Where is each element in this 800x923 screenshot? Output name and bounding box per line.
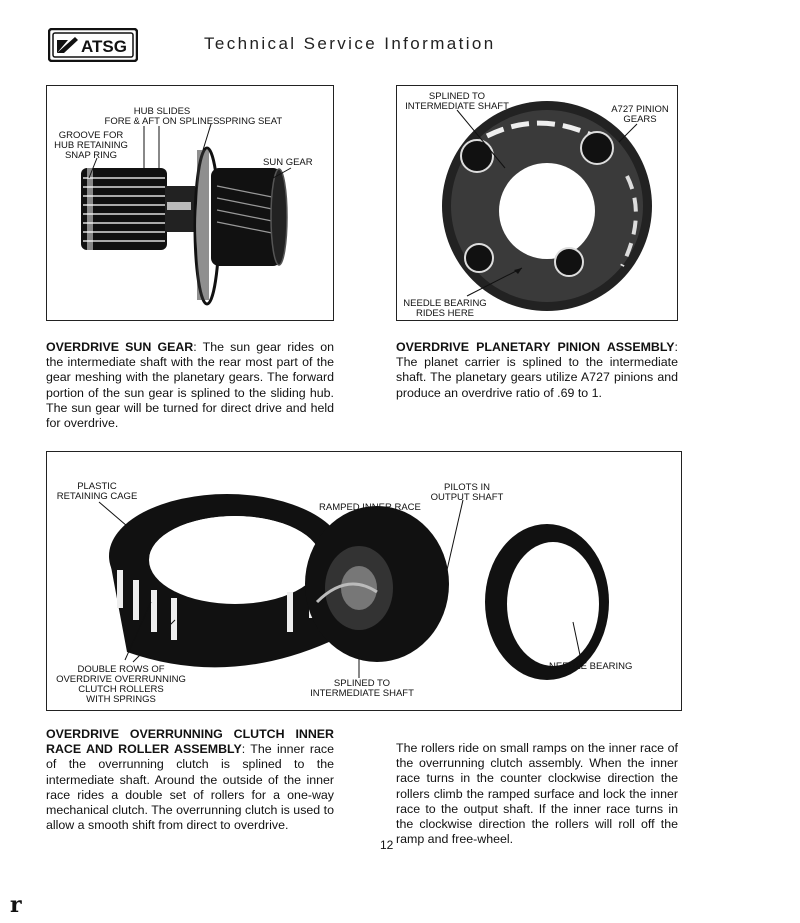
header-title: Technical Service Information — [204, 34, 496, 53]
label-hub-slides: HUB SLIDES FORE & AFT ON SPLINES — [104, 106, 220, 127]
label-ramped-race: RAMPED INNER RACE — [319, 502, 421, 513]
label-needle-bearing-rides: NEEDLE BEARING RIDES HERE — [403, 298, 487, 319]
label-splined-to-shaft: SPLINED TO INTERMEDIATE SHAFT — [405, 91, 509, 112]
page-number: 12 — [380, 838, 394, 852]
atsg-logo — [48, 28, 138, 62]
body-pinion: : The planet carrier is splined to the intermediate shaft. The planetary gears utilize A727 pinions and produce an overdrive ratio of .69 to 1. — [396, 340, 678, 400]
figure-clutch-assembly — [46, 451, 682, 711]
label-plastic-cage: PLASTIC RETAINING CAGE — [56, 481, 138, 502]
body-clutch: : The inner race of the overrunning clutch is splined to the intermediate shaft. Around the outside of the inner race rides a double set of rollers for a one-way mechanical clutch. The overrunning clutch is used to allow a smooth shift from direct to overdrive. — [46, 742, 334, 833]
section-rollers — [396, 741, 678, 847]
heading-sun-gear: OVERDRIVE SUN GEAR — [46, 340, 194, 354]
label-double-rows: DOUBLE ROWS OF OVERDRIVE OVERRUNNING CLUTCH ROLLERS WITH SPRINGS — [56, 664, 186, 705]
section-clutch — [46, 727, 334, 833]
label-groove: GROOVE FOR HUB RETAINING SNAP RING — [54, 130, 128, 161]
figure-sun-gear — [46, 85, 334, 321]
body-rollers: The rollers ride on small ramps on the inner race of the overrunning clutch assembly. When the inner race turns in the counter clockwise direction the rollers climb the ramped surface and lock the inner race to the output shaft. If the inner race turns in the clockwise direction the rollers will roll off the ramp and free-wheel. — [396, 741, 678, 847]
heading-clutch: OVERDRIVE OVERRUNNING CLUTCH INNER RACE AND ROLLER ASSEMBLY — [46, 727, 334, 757]
label-a727-pinion-gears: A727 PINION GEARS — [611, 104, 669, 125]
section-sun-gear — [46, 340, 334, 431]
label-needle-bearing: NEEDLE BEARING — [549, 661, 633, 672]
label-splined-shaft: SPLINED TO INTERMEDIATE SHAFT — [310, 678, 414, 699]
label-spring-seat: SPRING SEAT — [219, 116, 283, 127]
section-pinion — [396, 340, 678, 401]
svg-text:ATSG: ATSG — [81, 37, 127, 56]
heading-pinion: OVERDRIVE PLANETARY PINION ASSEMBLY — [396, 340, 675, 354]
label-sun-gear: SUN GEAR — [263, 157, 313, 168]
body-sun-gear: : The sun gear rides on the intermediate shaft with the rear most part of the gear meshing with the planetary gears. The forward portion of the sun gear is splined to the sliding hub. The sun gear will be turned for direct drive and held for overdrive. — [46, 340, 334, 431]
figure-pinion-assembly — [396, 85, 678, 321]
label-pilots: PILOTS IN OUTPUT SHAFT — [430, 482, 504, 503]
corner-mark: r — [10, 892, 22, 918]
